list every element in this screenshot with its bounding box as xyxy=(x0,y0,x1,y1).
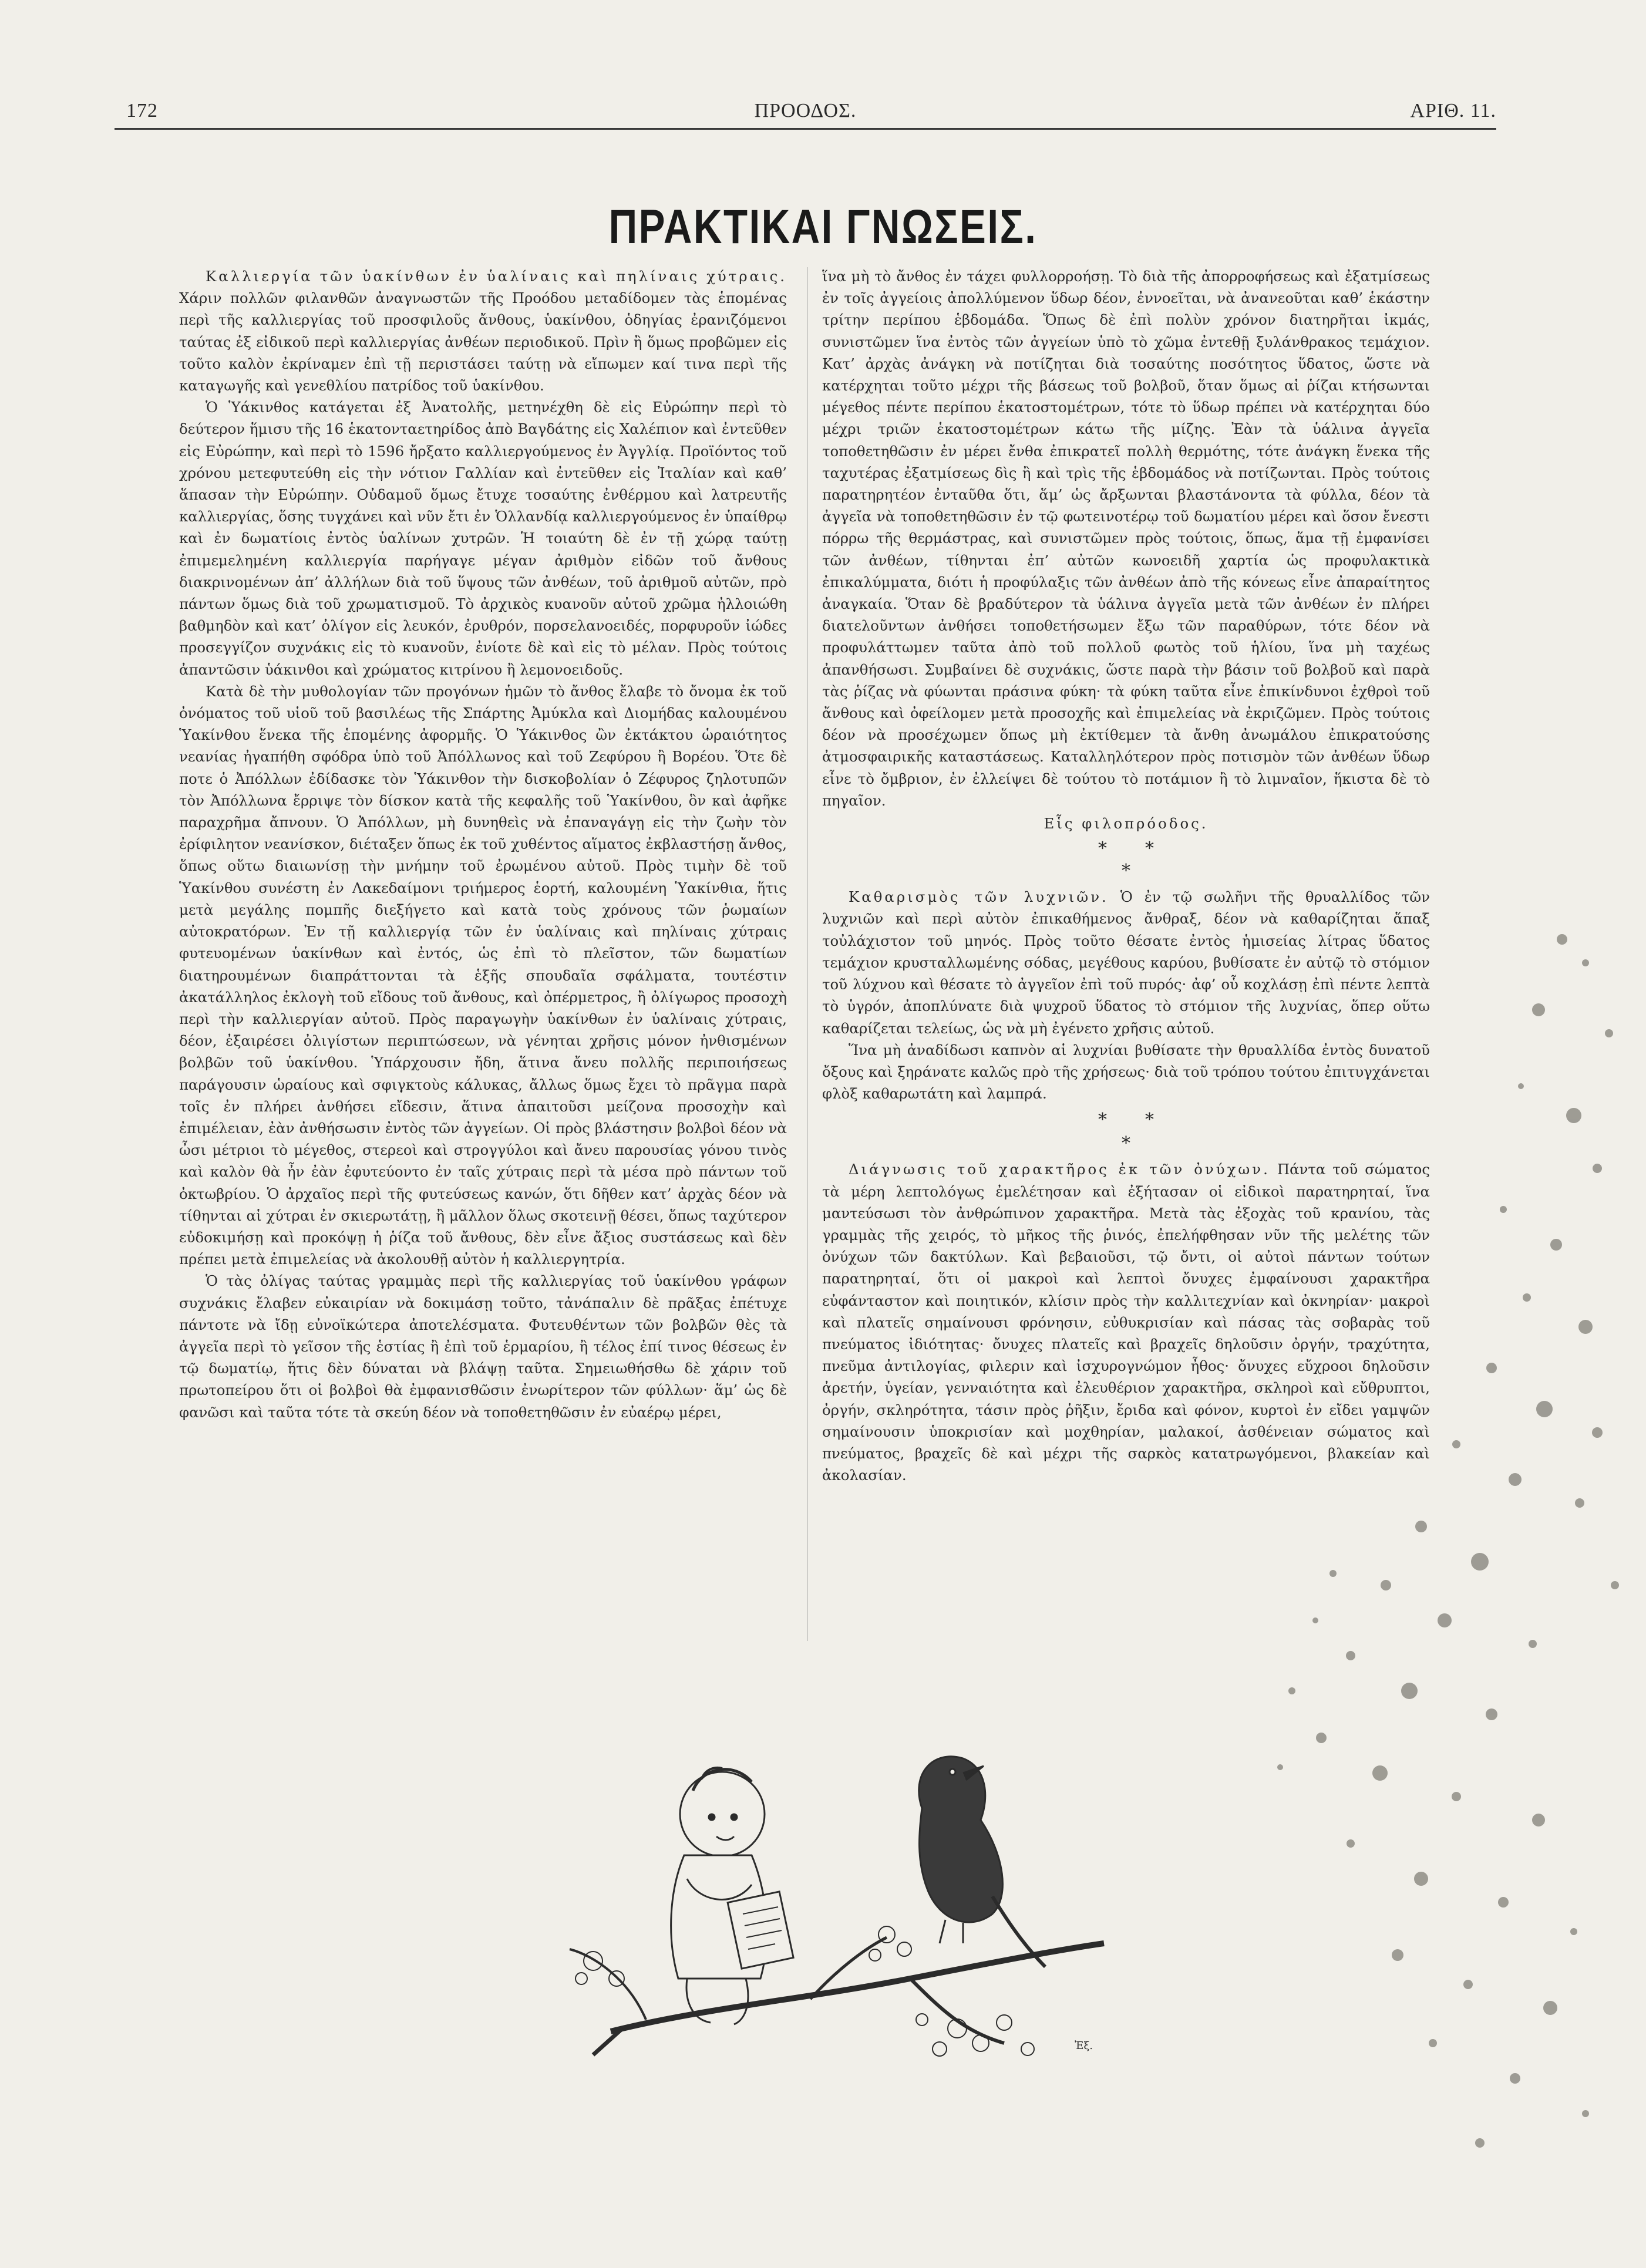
lamps-paragraph-1 xyxy=(822,886,1430,1039)
page-number: 172 xyxy=(126,100,158,122)
hyacinth-intro-paragraph xyxy=(179,265,787,396)
separator-star: * xyxy=(1098,1110,1107,1131)
hyacinth-article-heading: Καλλιεργία τῶν ὑακίνθων ἐν ὑαλίναις καὶ πηλίναις χύτραις. xyxy=(206,268,787,285)
right-column xyxy=(822,265,1430,1486)
hyacinth-paragraph-2: Ὁ Ὑάκινθος κατάγεται ἐξ Ἀνατολῆς, μετηνέχθη δὲ εἰς Εὐρώπην περὶ τὸ δεύτερον ἥμισυ τῆς 16 ἑκατονταετηρίδος ἀπὸ Βαγδάτης εἰς Χαλέπιον καὶ ἐντεῦθεν εἰς Εὐρώπην, καὶ περὶ τὸ 1596 ἤρξατο καλλιεργούμενος ἐν Ἀγγλίᾳ. Προϊόντος τοῦ χρόνου μετεφυτεύθη εἰς τὴν νότιον Γαλλίαν καὶ ἐντεῦθεν εἰς Ἰταλίαν καὶ καθ’ ἅπασαν τὴν Εὐρώπην. Οὐδαμοῦ ὅμως ἔτυχε τοσαύτης ἐνθέρμου καὶ λατρευτῆς καλλιεργίας, ὅσης τυγχάνει καὶ νῦν ἔτι ἐν Ὁλλανδίᾳ καλλιεργούμενος ἐν ὑπαίθρῳ καὶ ἐν δωματίοις ἐντὸς ὑαλίνων χυτρῶν. Ἡ τοιαύτη δὲ ἐν τῇ χώρᾳ ταύτῃ ἐπιμεμελημένη καλλιεργία παρήγαγε μέγαν ἀριθμὸν εἰδῶν τοῦ ἄνθους διακρινομένων ἀπ’ ἀλλήλων διὰ τοῦ ὕψους τῶν ἀνθέων, τοῦ ἀριθμοῦ αὐτῶν, πρὸ πάντων ὅμως διὰ τοῦ χρωματισμοῦ. Τὸ ἀρχικὸς κυανοῦν αὐτοῦ χρῶμα ἠλλοιώθη βαθμηδὸν καὶ κατ’ ὀλίγον εἰς λευκόν, ἐρυθρόν, πορσελανοειδές, πορφυροῦν ἰώδες προσεγγίζον συχνάκις εἰς τὸ κυανοῦν, ἐνίοτε δὲ καὶ εἰς τὸ μέλαν. Πρὸς τούτοις ἀπαντῶσιν ὑάκινθοι καὶ χρώματος κιτρίνου ἢ λεμονοειδοῦς. xyxy=(179,399,787,678)
lamps-paragraph-2: Ἵνα μὴ ἀναδίδωσι καπνὸν αἱ λυχνίαι βυθίσατε τὴν θρυαλλίδα ἐντὸς δυνατοῦ ὄξους καὶ ξηράνατε καλῶς πρὸ τῆς χρήσεως· διὰ τοῦ τρόπου τούτου ἐπιτυγχάνεται φλὸξ καθαρωτάτη καὶ λαμπρά. xyxy=(822,1041,1430,1103)
nails-text-1: Πάντα τοῦ σώματος τὰ μέρη λεπτολόγως ἐμελέτησαν καὶ ἐξήτασαν οἱ εἰδικοὶ παρατηρηταί, ἵνα μαντεύσωσι τὸν ἀνθρώπινον χαρακτῆρα. Μετὰ τὰς ἐξοχὰς τοῦ κρανίου, τὰς γραμμὰς τῆς χειρός, τὸ μῆκος τῆς ῥινός, ἐπελήφθησαν νῦν τῆς μελέτης τῶν ὀνύχων τῶν δακτύλων. Καὶ βεβαιοῦσι, τῷ ὄντι, οἱ αὐτοὶ πάντων τούτων παρατηρηταί, ὅτι οἱ μακροὶ καὶ λεπτοὶ ὄνυχες ἐμφαίνουσι χαρακτῆρα εὐφάνταστον καὶ ποιητικόν, κλίσιν πρὸς τὴν καλλιτεχνίαν καὶ ὀκνηρίαν· μακροὶ καὶ πλατεῖς σημαίνουσι φρόνησιν, εὐθυκρισίαν καὶ πάσας τὰς σοβαρὰς τοῦ πνεύματος ἰδιότητας· ὄνυχες πλατεῖς καὶ βραχεῖς δηλοῦσιν ὀργήν, τραχύτητα, πνεῦμα ἀντιλογίας, φιλεριν καὶ ἰσχυρογνώμον ἦθος· ὄνυχες εὔχροοι δηλοῦσιν ἀρετήν, ὑγείαν, γενναιότητα καὶ ἐλευθέριον χαρακτῆρα, σκληροὶ καὶ εὔθρυπτοι, ὀργήν, σκληρότητα, τάσιν πρὸς ῥῆξιν, ἔριδα καὶ φόνον, κυρτοὶ ἐν εἴδει γαμψῶν σημαίνουσιν ὑποκρισίαν καὶ μοχθηρίαν, μαλακοί, ἀσθένειαν σώματος καὶ πνεύματος, βραχεῖς δὲ καὶ μέχρι τῆς σαρκὸς κατατρωγόμενοι, βλακείαν καὶ ἀκολασίαν. xyxy=(822,1161,1430,1484)
journal-title: ΠΡΟΟΔΟΣ. xyxy=(754,100,857,122)
separator-star: * xyxy=(1145,838,1154,860)
separator-star: * xyxy=(1122,861,1130,882)
lamps-article-heading: Καθαρισμὸς τῶν λυχνιῶν. xyxy=(849,888,1109,906)
issue-number: ΑΡΙΘ. 11. xyxy=(1410,100,1496,122)
hyacinth-paragraph-5: ἵνα μὴ τὸ ἄνθος ἐν τάχει φυλλορροήσῃ. Τὸ διὰ τῆς ἀπορροφήσεως καὶ ἐξατμίσεως ἐν τοῖς ἀγγείοις ἀπολλύμενον ὕδωρ δέον, ἐννοεῖται, νὰ ἀνανεοῦται καθ’ ἑκάστην τρίτην περίπου ἑβδομάδα. Ὅπως δὲ ἐπὶ πολὺν χρόνον διατηρῆται ἰκμάς, συνιστῶμεν ἵνα ἐντὸς τῶν ἀγγείων ὑπὸ τὸ χῶμα ἐντεθῇ ξυλάνθρακος τεμάχιον. Κατ’ ἀρχὰς ἀνάγκη νὰ ποτίζηται διὰ τοσαύτης ποσότητος ὕδατος, ὥστε νὰ κατέρχηται τοῦτο μέχρι τῆς βάσεως τοῦ βολβοῦ, ὅταν ὅμως αἱ ῥίζαι κτήσωνται μέγεθος πέντε περίπου ἑκατοστομέτρων, τότε τὸ ὕδωρ πρέπει νὰ κατέρχηται δύο μέχρι τριῶν ἑκατοστομέτρων κάτω τῆς μίζης. Ἐὰν τὰ ὑάλινα ἀγγεῖα τοποθετηθῶσιν ἐν μέρει ἔνθα ἐπικρατεῖ πολλὴ θερμότης, τότε ἀνάγκη ἕνεκα τῆς ταχυτέρας ἐξατμίσεως δὶς ἢ καὶ τρὶς τῆς ἑβδομάδος νὰ ποτίζωνται. Πρὸς τούτοις παρατηρητέον ἐνταῦθα ὅτι, ἅμ’ ὡς ἄρξωνται βλαστάνοντα τὰ φύλλα, δέον τὰ ἀγγεῖα νὰ τοποθετηθῶσιν ἐν τῷ φωτεινοτέρῳ τοῦ δωματίου μέρει καὶ ὅσον ἔνεστι πόρρω τῆς θερμάστρας, καὶ συνιστῶμεν πρὸς τούτοις, ὅπως, ἅμα τῇ ἐμφανίσει τῶν ἀνθέων, τίθηνται ἐπ’ αὐτῶν κωνοειδῆ χαρτία ὡς προφυλακτικὰ ἐπικαλύμματα, διότι ἡ προφύλαξις τῶν ἀνθέων ἀπὸ τῆς κόνεως εἶνε ἀπαραίτητος ἀναγκαία. Ὅταν δὲ βραδύτερον τὰ ὑάλινα ἀγγεῖα μετὰ τῶν ἀνθέων ἐν πλήρει διατελοῦντων ἀνθήσει τοποθετήσωμεν ἔξω τῶν παραθύρων, τότε δέον νὰ προφυλάττωμεν ταῦτα ἀπὸ τοῦ πολλοῦ φωτὸς τοῦ ἡλίου, ἵνα μὴ ταχέως ἀπανθήσωσι. Συμβαίνει δὲ συχνάκις, ὥστε παρὰ τὴν βάσιν τοῦ βολβοῦ καὶ παρὰ τὰς ῥίζας νὰ φύωνται πράσινα φύκη· τὰ φύκη ταῦτα εἶνε ἐπικίνδυνοι ἐχθροὶ τοῦ ἄνθους καὶ ὀφείλομεν μετὰ προσοχῆς καὶ ἐπιμελείας νὰ ἐκριζῶμεν. Πρὸς τούτοις δέον νὰ προσέχωμεν ὅπως μὴ ἐκτίθεμεν τὰ ἄνθη ἀνωμάλου ἐπικρατούσης ἀτμοσφαιρικῆς καταστάσεως. Καταλληλότερον πρὸς ποτισμὸν τῶν ἀνθέων ὕδωρ εἶνε τὸ ὄμβριον, ἐν ἐλλείψει δὲ τούτου τὸ ποτάμιον ἢ τὸ λιμναῖον, ἥκιστα δὲ τὸ πηγαῖον. xyxy=(822,268,1430,809)
lamps-text-1: Ὁ ἐν τῷ σωλῆνι τῆς θρυαλλίδος τῶν λυχνιῶν καὶ περὶ αὐτὸν ἐπικαθήμενος ἄνθραξ, δέον νὰ καθαρίζηται ἅπαξ τοὐλάχιστον τοῦ μηνός. Πρὸς τοῦτο θέσατε ἐντὸς ἡμισείας λίτρας ὕδατος τεμάχιον κρυσταλλωμένης σόδας, μεγέθους καρύου, βυθίσατε ἐν αὐτῷ τὸ στόμιον τοῦ λύχνου καὶ θέσατε τὸ ἀγγεῖον ἐπὶ τοῦ πυρός· ἀφ’ οὗ κοχλάσῃ ἐπὶ πέντε λεπτὰ τὸ ὑγρόν, ἀποπλύνατε διὰ ψυχροῦ ὕδατος τὸ στόμιον τῆς λυχνίας, ὅπερ οὕτω καθαρίζεται τελείως, ὡς νὰ μὴ ἐγένετο χρῆσις αὐτοῦ. xyxy=(822,888,1430,1037)
separator-star: * xyxy=(1122,1133,1130,1154)
separator-star: * xyxy=(1098,838,1107,860)
artist-signature: Ἐξ. xyxy=(1075,2040,1093,2052)
child-and-bird-illustration xyxy=(558,1703,1145,2090)
article-signature: Εἷς φιλοπρόοδος. xyxy=(1044,815,1209,833)
section-separator xyxy=(822,1104,1430,1158)
nails-article-heading: Διάγνωσις τοῦ χαρακτῆρος ἐκ τῶν ὀνύχων. xyxy=(849,1161,1270,1178)
header-rule xyxy=(115,128,1496,130)
hyacinth-paragraph-1: Χάριν πολλῶν φιλανθῶν ἀναγνωστῶν τῆς Προόδου μεταδίδομεν τὰς ἑπομένας περὶ τῆς καλλιεργίας τοῦ προσφιλοῦς ἄνθους, ὑακίνθου, ὁδηγίας ἐρανιζόμενοι ταύτας ἐξ εἰδικοῦ περὶ καλλιεργίας ἀνθέων περιοδικοῦ. Πρὶν ἢ ὅμως προβῶμεν εἰς τοῦτο καλὸν ἐκρίναμεν ἐπὶ τῇ περιστάσει ταύτῃ νὰ εἴπωμεν καί τινα περὶ τῆς καταγωγῆς καὶ γενεθλίου πατρίδος τοῦ ὑακίνθου. xyxy=(179,289,787,395)
left-column xyxy=(179,265,787,1423)
running-head xyxy=(115,94,1496,129)
section-separator xyxy=(822,834,1430,886)
hyacinth-paragraph-3: Κατὰ δὲ τὴν μυθολογίαν τῶν προγόνων ἡμῶν τὸ ἄνθος ἔλαβε τὸ ὄνομα ἐκ τοῦ ὀνόματος τοῦ υἱοῦ τοῦ βασιλέως τῆς Σπάρτης Ἀμύκλα καὶ Διομήδας καλουμένου Ὑακίνθου ἕνεκα τῆς ἑπομένης ἀφορμῆς. Ὁ Ὑάκινθος ὢν ἐκτάκτου ὡραιότητος νεανίας ἠγαπήθη σφόδρα ὑπὸ τοῦ Ἀπόλλωνος καὶ τοῦ Ζεφύρου ἢ Βορέου. Ὅτε δὲ ποτε ὁ Ἀπόλλων ἐδίδασκε τὸν Ὑάκινθον τὴν δισκοβολίαν ὁ Ζέφυρος ζηλοτυπῶν τὸν Ἀπόλλωνα ἔρριψε τὸν δίσκον κατὰ τῆς κεφαλῆς τοῦ Ὑακίνθου, ὃν καὶ ἀφῆκε παραχρῆμα ἄπνουν. Ὁ Ἀπόλλων, μὴ δυνηθεὶς νὰ ἐπαναγάγῃ εἰς τὴν ζωὴν τὸν ἐρίφιλητον νεανίσκον, διέταξεν ὅπως ἐκ τοῦ χυθέντος αἵματος ἐκβλαστήσῃ ἄνθος, ὅπως οὕτω διαιωνίσῃ τὴν μνήμην τοῦ ἐρωμένου αὐτοῦ. Πρὸς τιμὴν δὲ τοῦ Ὑακίνθου συνέστη ἐν Λακεδαίμονι τριήμερος ἑορτή, καλουμένη Ὑακίνθια, ἥτις μετὰ μεγάλης πομπῆς διεξήγετο καὶ κατὰ τοὺς χρόνους τῶν ῥωμαίων αὐτοκρατόρων. Ἐν τῇ καλλιεργίᾳ τῶν ἐν ὑαλίναις καὶ πηλίναις χύτραις φυτευομένων ὑακίνθων καὶ ἐντός, ὡς ἐπὶ τὸ πλεῖστον, τῶν δωματίων διατηρουμένων διαπράττονται τὰ ἑξῆς σπουδαῖα σφάλματα, τουτέστιν ἀκατάλληλος ἐκλογὴ τοῦ εἴδους τοῦ ἄνθους, καὶ ὀπέρμετρος, ἢ ὀλίγωρος προσοχὴ περὶ τὴν καλλιεργίαν αὐτοῦ. Πρὸς παραγωγὴν ὑακίνθων ἐν ὑαλίναις χύτραις, δέον, ἐξαιρέσει ὀλιγίστων περιπτώσεων, νὰ γένηται χρῆσις μόνον ἠνθισμένων βολβῶν τοῦ ὑακίνθου. Ὑπάρχουσιν ἤδη, ἅτινα ἄνευ πολλῆς περιποιήσεως παράγουσιν ὡραίους καὶ σφιγκτοὺς κάλυκας, ἄλλως ὅμως ἔχει τὸ πρᾶγμα παρὰ τοῖς ἐν πλήρει ἀνθήσει εἴδεσιν, ἅτινα ἀπαιτοῦσι μείζονα προσοχὴν καὶ ἐπιμέλειαν, ἐὰν ἀνθήσωσιν ἐντὸς τῶν ἀγγείων. Οἱ πρὸς βλάστησιν βολβοὶ δέον νὰ ὦσι μέτριοι τὸ μέγεθος, στερεοὶ καὶ στρογγύλοι καὶ ἄνευ παρουσίας γόνου τινὸς καὶ καλὸν θὰ ἦν ἐὰν ἐφυτεύοντο ἐν ταῖς χύτραις περὶ τὰ μέσα πρὸ πάντων τοῦ ὀκτωβρίου. Ὁ ἀρχαῖος περὶ τῆς φυτεύσεως κανών, ὅτι δῆθεν κατ’ ἀρχὰς δέον νὰ τίθηνται αἱ χύτραι ἐν σκιερωτάτῃ, ἢ μᾶλλον ὅλως σκοτεινῇ θέσει, ὅπως ταχύτερον εὐδοκιμήσῃ καὶ προκόψῃ ἡ ῥίζα τοῦ ἄνθους, δὲν εἶνε ἄξιος συστάσεως καὶ δὲν πρέπει μετὰ ἐπιμελείας νὰ ἀκολουθῇ αὐτὸν ἡ καλλιεργητρία. xyxy=(179,682,787,1268)
separator-star: * xyxy=(1145,1110,1154,1131)
nails-paragraph-1 xyxy=(822,1158,1430,1486)
section-title: ΠΡΑΚΤΙΚΑΙ ΓΝΩΣΕΙΣ. xyxy=(608,200,1038,254)
hyacinth-paragraph-4: Ὁ τὰς ὀλίγας ταύτας γραμμὰς περὶ τῆς καλλιεργίας τοῦ ὑακίνθου γράφων συχνάκις ἔλαβεν εὐκαιρίαν νὰ δοκιμάσῃ τοῦτο, τἀνάπαλιν δὲ πρᾶξας ἐπέτυχε πάντοτε νὰ ἴδῃ εὐνοϊκώτερα ἀποτελέσματα. Φυτευθέντων τῶν βολβῶν θὲς τὰ ἀγγεῖα περὶ τὸ γεῖσον τῆς ἑστίας ἢ ἐπὶ τοῦ ἑρμαρίου, ἢ τέλος ἐπί τινος θέσεως ἐν τῷ δωματίῳ, ἥτις δὲν δύναται νὰ βλάψῃ ταῦτα. Σημειωθήσθω δὲ χάριν τοῦ πρωτοπείρου ὅτι οἱ βολβοὶ θὰ ἐμφανισθῶσιν ἐνωρίτερον τῶν φύλλων· ἅμ’ ὡς δὲ φανῶσι καὶ ταῦτα τότε τὰ σκεύη δέον νὰ τοποθετηθῶσιν ἐν εὐαέρῳ μέρει, xyxy=(179,1272,787,1421)
